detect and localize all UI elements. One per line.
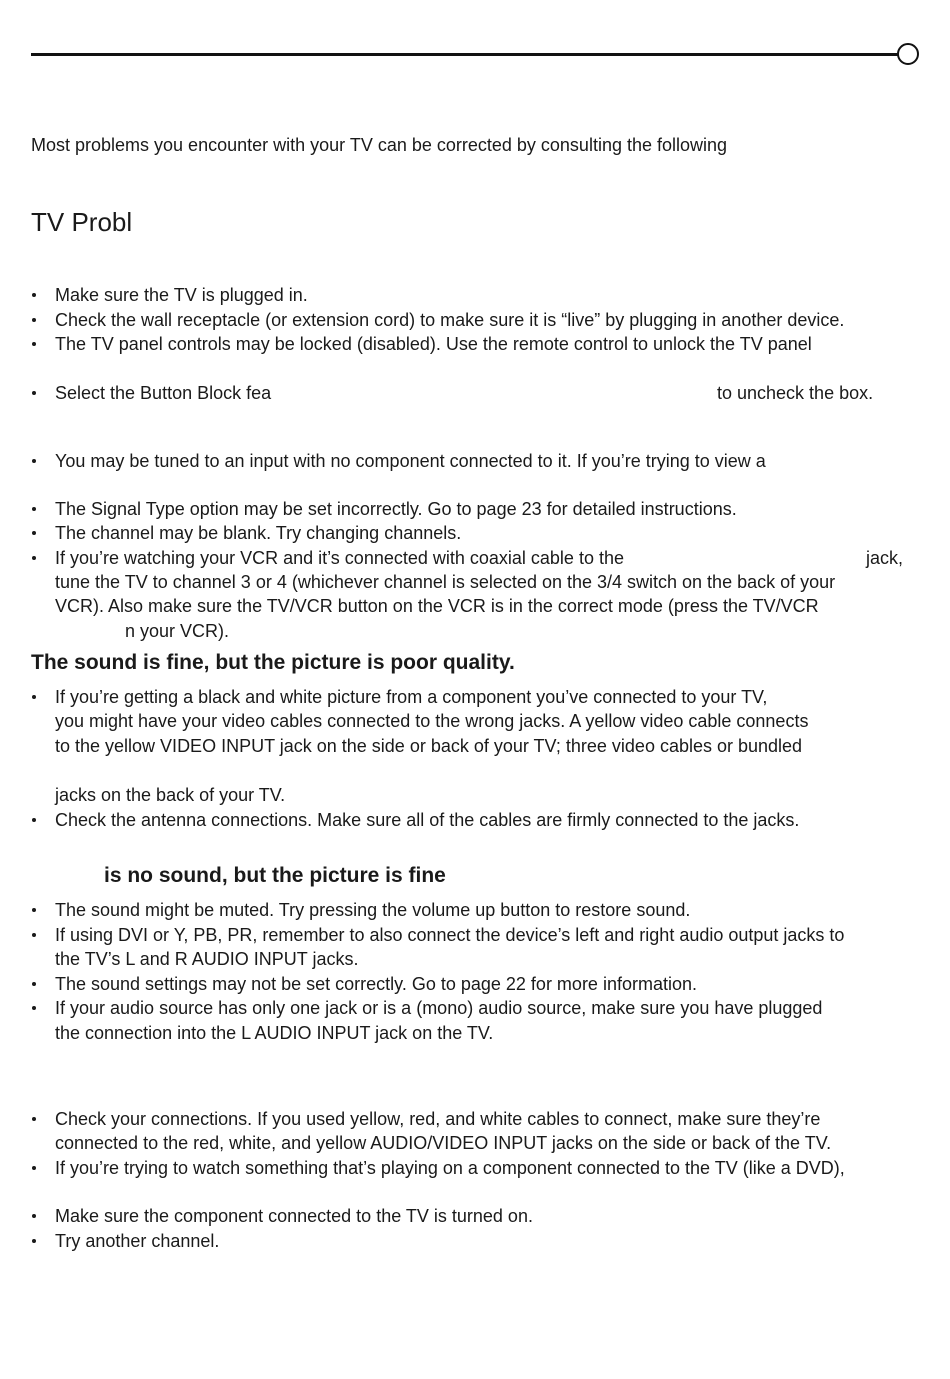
list-item: If you’re watching your VCR and it’s connected with coaxial cable to the [55, 548, 624, 568]
list-item: Make sure the component connected to the TV is turned on. [55, 1206, 533, 1226]
list-item: The TV panel controls may be locked (disabled). Use the remote control to unlock the TV panel [55, 334, 812, 354]
list-item: Check the wall receptacle (or extension cord) to make sure it is “live” by plugging in another device. [55, 310, 845, 330]
bullet-icon [32, 507, 36, 511]
intro-text: Most problems you encounter with your TV can be corrected by consulting the following [31, 135, 728, 155]
bullet-icon [32, 982, 36, 986]
section-heading: The sound is fine, but the picture is poor quality. [31, 651, 515, 674]
list-item: Select the Button Block fea [55, 383, 272, 403]
bullet-icon [32, 1214, 36, 1218]
bullet-icon [32, 1239, 36, 1243]
list-item-continuation: connected to the red, white, and yellow AUDIO/VIDEO INPUT jacks on the side or back of the TV. [55, 1133, 832, 1153]
list-item: If using DVI or Y, PB, PR, remember to also connect the device’s left and right audio output jacks to [55, 925, 845, 945]
list-item-continuation: tune the TV to channel 3 or 4 (whichever channel is selected on the 3/4 switch on the back of your [55, 572, 836, 592]
bullet-icon [32, 1006, 36, 1010]
bullet-icon [32, 293, 36, 297]
bullet-icon [32, 342, 36, 346]
list-item: The Signal Type option may be set incorrectly. Go to page 23 for detailed instructions. [55, 499, 737, 519]
header-rule [31, 53, 898, 56]
list-item-continuation: n your VCR). [125, 621, 230, 641]
section-title: TV Probl [31, 207, 133, 237]
list-item-continuation: the connection into the L AUDIO INPUT jack on the TV. [55, 1023, 494, 1043]
list-item-continuation: jacks on the back of your TV. [55, 785, 286, 805]
header-rule-circle-icon [897, 43, 919, 65]
list-item-continuation: you might have your video cables connected to the wrong jacks. A yellow video cable connects [55, 711, 809, 731]
list-item: If your audio source has only one jack or is a (mono) audio source, make sure you have plugged [55, 998, 823, 1018]
list-item: The channel may be blank. Try changing channels. [55, 523, 462, 543]
list-item-continuation: the TV’s L and R AUDIO INPUT jacks. [55, 949, 359, 969]
list-item: Check your connections. If you used yellow, red, and white cables to connect, make sure they’re [55, 1109, 821, 1129]
list-item: Check the antenna connections. Make sure all of the cables are firmly connected to the jacks. [55, 810, 800, 830]
list-item-fragment: jack, [866, 548, 904, 568]
bullet-icon [32, 459, 36, 463]
bullet-icon [32, 556, 36, 560]
list-item: Make sure the TV is plugged in. [55, 285, 308, 305]
list-item-continuation: VCR). Also make sure the TV/VCR button on the VCR is in the correct mode (press the TV/VCR [55, 596, 819, 616]
bullet-icon [32, 933, 36, 937]
bullet-icon [32, 1166, 36, 1170]
list-item: You may be tuned to an input with no component connected to it. If you’re trying to view a [55, 451, 766, 471]
bullet-icon [32, 818, 36, 822]
list-item-fragment: to uncheck the box. [717, 383, 874, 403]
list-item: The sound might be muted. Try pressing the volume up button to restore sound. [55, 900, 691, 920]
bullet-icon [32, 695, 36, 699]
list-item: The sound settings may not be set correctly. Go to page 22 for more information. [55, 974, 697, 994]
bullet-icon [32, 531, 36, 535]
section-heading: is no sound, but the picture is fine [104, 864, 446, 887]
bullet-icon [32, 391, 36, 395]
list-item: Try another channel. [55, 1231, 220, 1251]
list-item: If you’re getting a black and white picture from a component you’ve connected to your TV, [55, 687, 768, 707]
bullet-icon [32, 1117, 36, 1121]
bullet-icon [32, 908, 36, 912]
bullet-icon [32, 318, 36, 322]
list-item: If you’re trying to watch something that’s playing on a component connected to the TV (like a DVD), [55, 1158, 845, 1178]
list-item-continuation: to the yellow VIDEO INPUT jack on the side or back of your TV; three video cables or bundled [55, 736, 803, 756]
